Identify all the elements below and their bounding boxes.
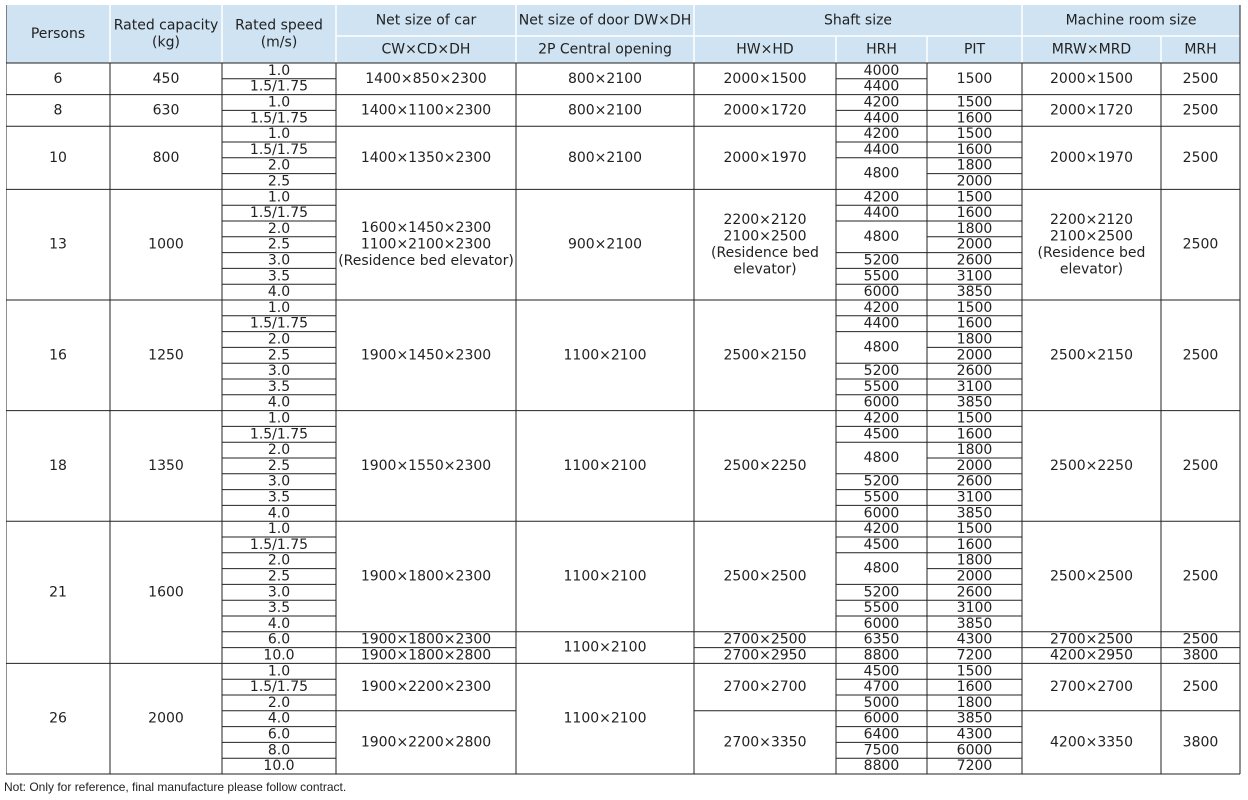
car-cell: 1900×1450×2300 xyxy=(360,347,492,364)
pit-cell: 6000 xyxy=(956,742,993,759)
persons-cell: 26 xyxy=(49,710,67,727)
pit-cell: 4300 xyxy=(956,726,993,743)
speed-cell: 1.0 xyxy=(267,62,291,79)
pit-cell: 1600 xyxy=(956,315,993,332)
header-pit: PIT xyxy=(963,41,986,58)
speed-cell: 1.0 xyxy=(267,663,291,680)
speed-cell: 1.5/1.75 xyxy=(249,141,309,158)
hrh-cell: 4800 xyxy=(863,228,900,245)
pit-cell: 1600 xyxy=(956,426,993,443)
car-cell: 1900×1800×2300 xyxy=(360,631,492,648)
mr-cell: (Residence bed xyxy=(1037,244,1146,261)
hrh-cell: 4400 xyxy=(863,110,900,127)
speed-cell: 1.0 xyxy=(267,299,291,316)
header-shaft-size: Shaft size xyxy=(823,12,893,29)
pit-cell: 3100 xyxy=(956,268,993,285)
pit-cell: 1800 xyxy=(956,694,993,711)
mr-cell: 2100×2500 xyxy=(1050,228,1133,245)
pit-cell: 3850 xyxy=(956,505,993,522)
header-car-dims: CW×CD×DH xyxy=(381,41,471,58)
pit-cell: 1500 xyxy=(956,189,993,206)
hrh-cell: 6000 xyxy=(863,505,900,522)
hrh-cell: 4500 xyxy=(863,663,900,680)
speed-cell: 3.0 xyxy=(267,473,291,490)
hwhd-cell: 2000×1500 xyxy=(723,70,807,87)
speed-cell: 1.5/1.75 xyxy=(249,536,309,553)
mr-cell: 4200×3350 xyxy=(1050,734,1133,751)
header-rated-speed: (m/s) xyxy=(260,34,298,51)
car-cell: 1600×1450×2300 xyxy=(360,220,492,237)
hrh-cell: 5000 xyxy=(863,694,900,711)
pit-cell: 1500 xyxy=(956,94,993,111)
door-cell: 900×2100 xyxy=(567,236,643,253)
speed-cell: 2.0 xyxy=(267,694,291,711)
speed-cell: 4.0 xyxy=(267,615,291,632)
header-rated-speed: Rated speed xyxy=(235,17,323,34)
mrh-cell: 3800 xyxy=(1182,647,1219,664)
hwhd-cell: 2700×2700 xyxy=(723,679,807,696)
hrh-cell: 5200 xyxy=(863,252,900,269)
speed-cell: 3.5 xyxy=(267,378,291,395)
capacity-cell: 2000 xyxy=(148,710,184,727)
pit-cell: 1500 xyxy=(956,663,993,680)
pit-cell: 1500 xyxy=(956,521,993,538)
hrh-cell: 4200 xyxy=(863,94,900,111)
speed-cell: 3.0 xyxy=(267,363,291,380)
capacity-cell: 450 xyxy=(152,70,180,87)
mr-cell: 2000×1970 xyxy=(1050,149,1133,166)
mrh-cell: 2500 xyxy=(1182,149,1219,166)
door-cell: 800×2100 xyxy=(567,70,643,87)
speed-cell: 3.0 xyxy=(267,252,291,269)
hrh-cell: 4400 xyxy=(863,315,900,332)
speed-cell: 2.0 xyxy=(267,157,291,174)
hwhd-cell: 2700×2500 xyxy=(723,631,807,648)
hrh-cell: 8800 xyxy=(863,758,900,775)
pit-cell: 2600 xyxy=(956,363,993,380)
hrh-cell: 4800 xyxy=(863,339,900,356)
mrh-cell: 2500 xyxy=(1182,70,1219,87)
hwhd-cell: 2500×2500 xyxy=(723,568,807,585)
car-cell: 1900×2200×2300 xyxy=(360,679,492,696)
capacity-cell: 800 xyxy=(152,149,180,166)
hwhd-cell: (Residence bed xyxy=(711,244,819,261)
pit-cell: 1500 xyxy=(956,70,993,87)
hrh-cell: 6000 xyxy=(863,615,900,632)
speed-cell: 4.0 xyxy=(267,505,291,522)
pit-cell: 4300 xyxy=(956,631,993,648)
header-mrw-mrd: MRW×MRD xyxy=(1051,41,1132,58)
speed-cell: 6.0 xyxy=(267,726,291,743)
door-cell: 1100×2100 xyxy=(563,457,647,474)
speed-cell: 2.5 xyxy=(267,457,291,474)
hrh-cell: 4200 xyxy=(863,410,900,427)
hrh-cell: 4200 xyxy=(863,189,900,206)
pit-cell: 1800 xyxy=(956,442,993,459)
mr-cell: 2500×2250 xyxy=(1050,457,1133,474)
capacity-cell: 1600 xyxy=(148,584,184,601)
persons-cell: 10 xyxy=(49,149,67,166)
mrh-cell: 2500 xyxy=(1182,102,1219,119)
door-cell: 800×2100 xyxy=(567,102,643,119)
speed-cell: 1.0 xyxy=(267,189,291,206)
hwhd-cell: 2200×2120 xyxy=(723,211,807,228)
hrh-cell: 4500 xyxy=(863,536,900,553)
hrh-cell: 4500 xyxy=(863,426,900,443)
speed-cell: 2.5 xyxy=(267,568,291,585)
hrh-cell: 6400 xyxy=(863,726,900,743)
hrh-cell: 4800 xyxy=(863,560,900,577)
mr-cell: elevator) xyxy=(1059,261,1124,278)
hrh-cell: 4400 xyxy=(863,141,900,158)
capacity-cell: 1350 xyxy=(148,457,184,474)
pit-cell: 1500 xyxy=(956,410,993,427)
car-cell: 1900×1550×2300 xyxy=(360,457,492,474)
hrh-cell: 5500 xyxy=(863,600,900,617)
pit-cell: 2000 xyxy=(956,236,993,253)
speed-cell: 10.0 xyxy=(263,758,295,775)
hrh-cell: 4800 xyxy=(863,450,900,466)
hrh-cell: 5500 xyxy=(863,378,900,395)
hrh-cell: 4700 xyxy=(863,679,900,696)
hwhd-cell: 2100×2500 xyxy=(723,228,807,245)
mrh-cell: 2500 xyxy=(1182,679,1219,696)
car-cell: 1400×1350×2300 xyxy=(360,149,492,166)
hrh-cell: 8800 xyxy=(863,647,900,664)
door-cell: 1100×2100 xyxy=(563,639,647,656)
speed-cell: 1.5/1.75 xyxy=(249,205,309,222)
speed-cell: 1.5/1.75 xyxy=(249,679,309,696)
hrh-cell: 5200 xyxy=(863,584,900,601)
pit-cell: 3100 xyxy=(956,600,993,617)
speed-cell: 8.0 xyxy=(267,742,291,759)
speed-cell: 3.5 xyxy=(267,489,291,506)
speed-cell: 4.0 xyxy=(267,394,291,411)
pit-cell: 2600 xyxy=(956,584,993,601)
mr-cell: 2000×1500 xyxy=(1050,70,1133,87)
spec-table-container xyxy=(6,5,1246,779)
pit-cell: 3850 xyxy=(956,710,993,727)
pit-cell: 2000 xyxy=(956,173,993,190)
pit-cell: 3100 xyxy=(956,489,993,506)
hwhd-cell: 2000×1720 xyxy=(723,102,807,119)
hrh-cell: 4000 xyxy=(863,62,900,79)
pit-cell: 7200 xyxy=(956,647,993,664)
hrh-cell: 6000 xyxy=(863,394,900,411)
pit-cell: 1600 xyxy=(956,110,993,127)
pit-cell: 1600 xyxy=(956,679,993,696)
hrh-cell: 4800 xyxy=(863,165,900,182)
header-rated-capacity: (kg) xyxy=(152,34,180,51)
car-cell: 1900×1800×2800 xyxy=(360,647,492,664)
hrh-cell: 4400 xyxy=(863,205,900,222)
header-persons: Persons xyxy=(30,26,86,42)
speed-cell: 1.0 xyxy=(267,521,291,538)
speed-cell: 1.5/1.75 xyxy=(249,110,309,127)
header-hrh: HRH xyxy=(866,41,897,58)
hrh-cell: 4200 xyxy=(863,521,900,538)
header-net-size-car: Net size of car xyxy=(375,12,477,29)
hwhd-cell: 2500×2250 xyxy=(723,457,807,474)
header-machine-room-size: Machine room size xyxy=(1065,12,1197,29)
mr-cell: 2200×2120 xyxy=(1050,211,1133,228)
speed-cell: 3.0 xyxy=(267,584,291,601)
speed-cell: 1.5/1.75 xyxy=(249,426,309,443)
speed-cell: 2.0 xyxy=(267,552,291,569)
speed-cell: 1.0 xyxy=(267,94,291,111)
mrh-cell: 2500 xyxy=(1182,457,1219,474)
car-cell: (Residence bed elevator) xyxy=(338,253,514,270)
speed-cell: 2.0 xyxy=(267,331,291,348)
speed-cell: 4.0 xyxy=(267,710,291,727)
speed-cell: 4.0 xyxy=(267,284,291,301)
pit-cell: 3100 xyxy=(956,378,993,395)
door-cell: 800×2100 xyxy=(567,149,643,166)
car-cell: 1400×850×2300 xyxy=(365,70,487,87)
mrh-cell: 3800 xyxy=(1182,734,1219,751)
hwhd-cell: elevator) xyxy=(733,261,797,278)
speed-cell: 2.0 xyxy=(267,442,291,459)
car-cell: 1100×2100×2300 xyxy=(360,236,492,253)
mrh-cell: 2500 xyxy=(1182,631,1219,648)
pit-cell: 2000 xyxy=(956,568,993,585)
speed-cell: 1.5/1.75 xyxy=(249,78,309,95)
pit-cell: 7200 xyxy=(956,758,993,775)
footnote: Not: Only for reference, final manufacture please follow contract. xyxy=(4,780,347,794)
speed-cell: 2.5 xyxy=(267,347,291,364)
pit-cell: 3850 xyxy=(956,284,993,301)
speed-cell: 2.5 xyxy=(267,236,291,253)
pit-cell: 3850 xyxy=(956,394,993,411)
speed-cell: 2.5 xyxy=(267,173,291,190)
mrh-cell: 2500 xyxy=(1182,568,1219,585)
car-cell: 1400×1100×2300 xyxy=(360,102,492,119)
car-cell: 1900×2200×2800 xyxy=(360,734,492,751)
hrh-cell: 5200 xyxy=(863,363,900,380)
persons-cell: 6 xyxy=(53,70,63,87)
pit-cell: 1500 xyxy=(956,299,993,316)
pit-cell: 2000 xyxy=(956,457,993,474)
speed-cell: 6.0 xyxy=(267,631,291,648)
header-rated-capacity: Rated capacity xyxy=(113,17,219,34)
speed-cell: 1.5/1.75 xyxy=(249,315,309,332)
pit-cell: 1800 xyxy=(956,157,993,174)
pit-cell: 1600 xyxy=(956,141,993,158)
hrh-cell: 6350 xyxy=(863,631,900,648)
persons-cell: 16 xyxy=(49,347,67,364)
pit-cell: 2600 xyxy=(956,252,993,269)
door-cell: 1100×2100 xyxy=(563,347,647,364)
mr-cell: 4200×2950 xyxy=(1050,647,1133,664)
pit-cell: 1600 xyxy=(956,205,993,222)
header-door-type: 2P Central opening xyxy=(538,41,672,58)
pit-cell: 1800 xyxy=(956,552,993,569)
hwhd-cell: 2700×2950 xyxy=(723,647,807,664)
hrh-cell: 7500 xyxy=(863,742,900,759)
capacity-cell: 1000 xyxy=(148,236,184,253)
persons-cell: 13 xyxy=(49,236,67,253)
persons-cell: 18 xyxy=(49,457,67,474)
car-cell: 1900×1800×2300 xyxy=(360,568,492,585)
speed-cell: 3.5 xyxy=(267,600,291,617)
door-cell: 1100×2100 xyxy=(563,568,647,585)
mrh-cell: 2500 xyxy=(1182,347,1219,364)
capacity-cell: 630 xyxy=(152,102,180,119)
elevator-spec-table xyxy=(6,5,1246,775)
speed-cell: 1.0 xyxy=(267,410,291,427)
hrh-cell: 4400 xyxy=(863,78,900,95)
pit-cell: 2000 xyxy=(956,347,993,364)
mr-cell: 2700×2500 xyxy=(1050,631,1133,648)
hrh-cell: 6000 xyxy=(863,710,900,727)
capacity-cell: 1250 xyxy=(148,347,184,364)
mr-cell: 2500×2150 xyxy=(1050,347,1133,364)
mr-cell: 2700×2700 xyxy=(1050,679,1133,696)
mrh-cell: 2500 xyxy=(1182,236,1219,253)
hwhd-cell: 2500×2150 xyxy=(723,347,807,364)
pit-cell: 2600 xyxy=(956,473,993,490)
pit-cell: 1800 xyxy=(956,331,993,348)
speed-cell: 2.0 xyxy=(267,220,291,237)
header-net-size-door: Net size of door DW×DH xyxy=(518,12,692,29)
speed-cell: 1.0 xyxy=(267,126,291,143)
hrh-cell: 5200 xyxy=(863,473,900,490)
hrh-cell: 4200 xyxy=(863,299,900,316)
hrh-cell: 4200 xyxy=(863,126,900,143)
pit-cell: 1800 xyxy=(956,220,993,237)
hrh-cell: 5500 xyxy=(863,489,900,506)
persons-cell: 21 xyxy=(49,584,67,601)
hwhd-cell: 2700×3350 xyxy=(723,734,807,751)
header-mrh: MRH xyxy=(1184,41,1217,58)
persons-cell: 8 xyxy=(53,102,63,119)
header-hw-hd: HW×HD xyxy=(736,41,794,58)
mr-cell: 2000×1720 xyxy=(1050,102,1133,119)
speed-cell: 10.0 xyxy=(263,647,295,664)
pit-cell: 1600 xyxy=(956,536,993,553)
mr-cell: 2500×2500 xyxy=(1050,568,1133,585)
hwhd-cell: 2000×1970 xyxy=(723,149,807,166)
speed-cell: 3.5 xyxy=(267,268,291,285)
hrh-cell: 5500 xyxy=(863,268,900,285)
door-cell: 1100×2100 xyxy=(563,710,647,727)
pit-cell: 1500 xyxy=(956,126,993,143)
hrh-cell: 6000 xyxy=(863,284,900,301)
pit-cell: 3850 xyxy=(956,615,993,632)
